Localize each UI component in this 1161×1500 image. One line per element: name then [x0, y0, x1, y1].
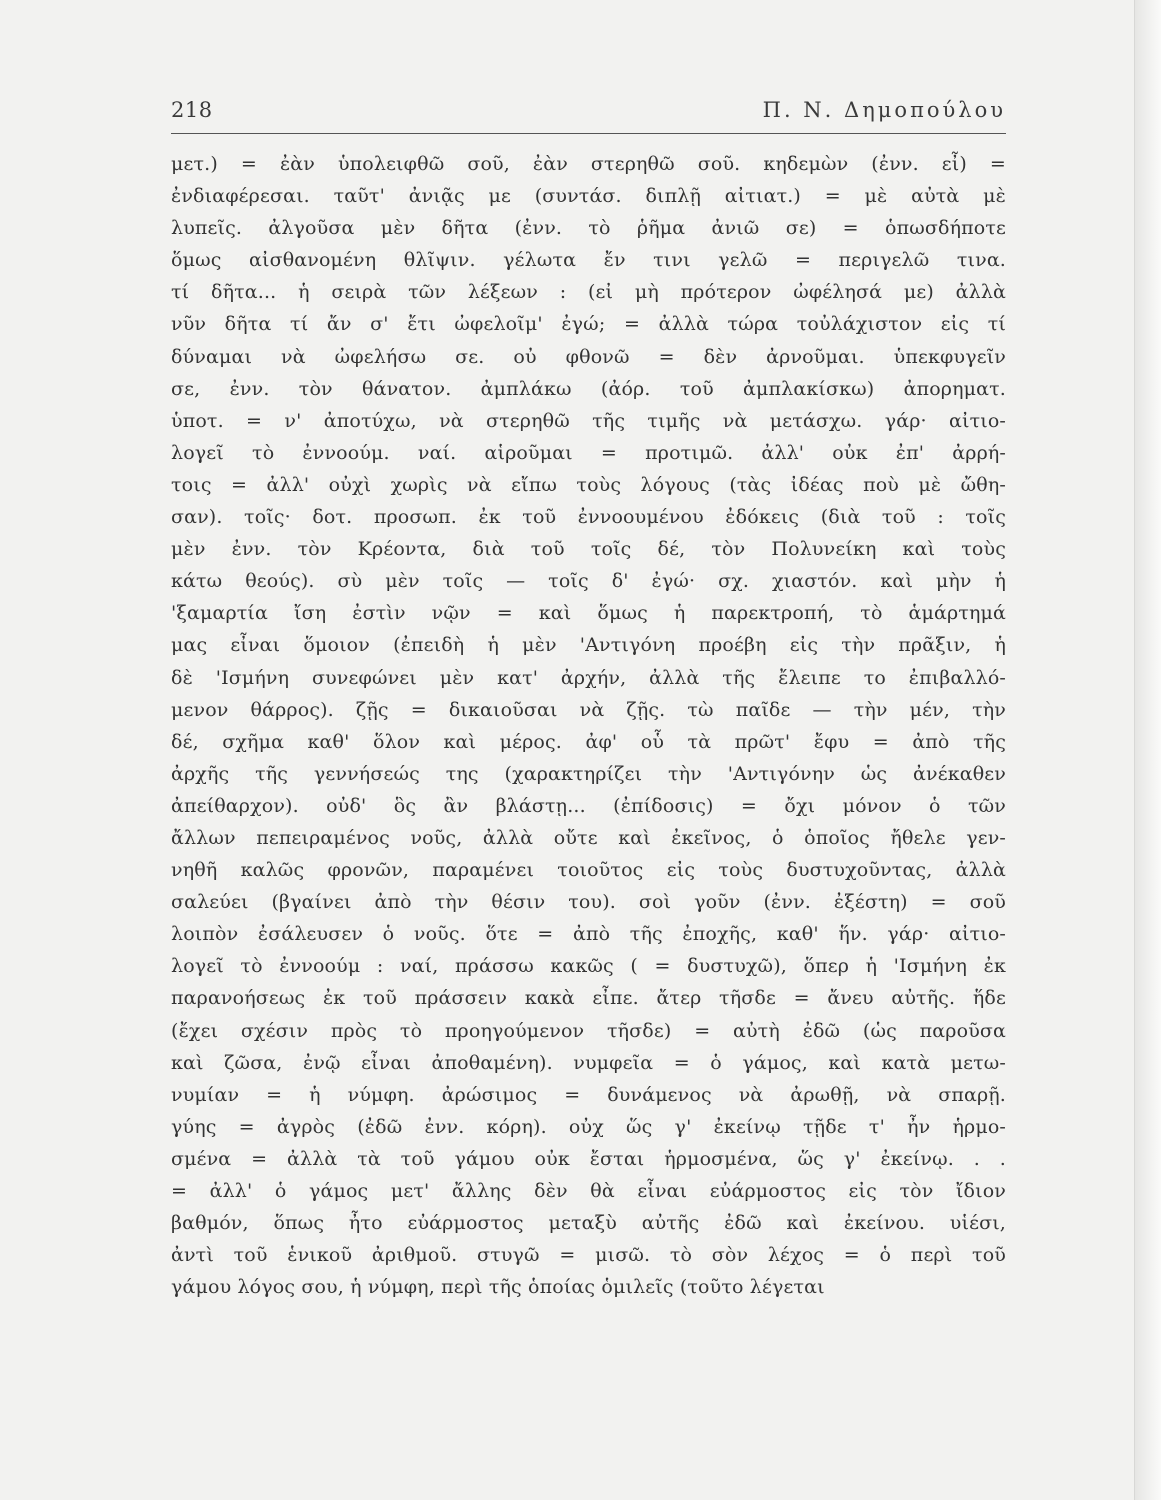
text-line: λυπεῖς. ἀλγοῦσα μὲν δῆτα (ἐνν. τὸ ῥῆμα ἀνιῶ σε) = ὁπωσδήποτε: [171, 217, 1006, 240]
running-head: Π. Ν. Δημοπούλου: [762, 98, 1006, 122]
text-line: = ἀλλ' ὁ γάμος μετ' ἄλλης δὲν θὰ εἶναι εὐάρμοστος εἰς τὸν ἴδιον: [171, 1180, 1006, 1202]
text-line: ἄλλων πεπειραμένος νοῦς, ἀλλὰ οὔτε καὶ ἐκεῖνος, ὁ ὁποῖος ἤθελε γεν-: [171, 826, 1006, 849]
text-line: σαλεύει (βγαίνει ἀπὸ τὴν θέσιν του). σοὶ γοῦν (ἐνν. ἐξέστη) = σοῦ: [171, 891, 1006, 914]
text-line: ἀντὶ τοῦ ἑνικοῦ ἀριθμοῦ. στυγῶ = μισῶ. τὸ σὸν λέχος = ὁ περὶ τοῦ: [171, 1244, 1006, 1267]
text-line: κάτω θεούς). σὺ μὲν τοῖς — τοῖς δ' ἐγώ· σχ. χιαστόν. καὶ μὴν ἡ: [171, 570, 1006, 593]
body-text: [171, 148, 1006, 1303]
text-line: λοιπὸν ἐσάλευσεν ὁ νοῦς. ὅτε = ἀπὸ τῆς ἐποχῆς, καθ' ἥν. γάρ· αἰτιο-: [171, 923, 1006, 946]
text-line: γάμου λόγος σου, ἡ νύμφη, περὶ τῆς ὁποίας ὁμιλεῖς (τοῦτο λέγεται: [171, 1276, 825, 1299]
text-line: ἐνδιαφέρεσαι. ταῦτ' ἀνιᾷς με (συντάσ. διπλῇ αἰτιατ.) = μὲ αὐτὰ μὲ: [171, 185, 1006, 208]
text-line: δύναμαι νὰ ὠφελήσω σε. οὐ φθονῶ = δὲν ἀρνοῦμαι. ὑπεκφυγεῖν: [171, 345, 1006, 368]
text-line: νηθῆ καλῶς φρονῶν, παραμένει τοιοῦτος εἰς τοὺς δυστυχοῦντας, ἀλλὰ: [171, 859, 1006, 882]
text-line: καὶ ζῶσα, ἐνῷ εἶναι ἀποθαμένη). νυμφεῖα = ὁ γάμος, καὶ κατὰ μετω-: [171, 1051, 1006, 1074]
text-line: παρανοήσεως ἐκ τοῦ πράσσειν κακὰ εἶπε. ἄτερ τῆσδε = ἄνευ αὐτῆς. ἥδε: [171, 987, 1006, 1010]
text-line: τί δῆτα... ἡ σειρὰ τῶν λέξεων : (εἰ μὴ πρότερον ὠφέλησά με) ἀλλὰ: [171, 281, 1006, 304]
text-line: ἀπείθαρχον). οὐδ' ὃς ἂν βλάστῃ... (ἐπίδοσις) = ὄχι μόνον ὁ τῶν: [171, 794, 1006, 817]
text-line: μας εἶναι ὅμοιον (ἐπειδὴ ἡ μὲν 'Αντιγόνη προέβη εἰς τὴν πρᾶξιν, ἡ: [171, 634, 1006, 657]
text-line: νῦν δῆτα τί ἄν σ' ἔτι ὠφελοῖμ' ἐγώ; = ἀλλὰ τώρα τοὐλάχιστον εἰς τί: [171, 313, 1006, 336]
text-line: 'ξαμαρτία ἴση ἐστὶν νῷν = καὶ ὅμως ἡ παρεκτροπή, τὸ ἁμάρτημά: [171, 602, 1006, 625]
header-rule: [171, 133, 1006, 134]
text-line: λογεῖ τὸ ἐννοούμ : ναί, πράσσω κακῶς ( = δυστυχῶ), ὅπερ ἡ 'Ισμήνη ἐκ: [171, 955, 1006, 978]
text-line: νυμίαν = ἡ νύμφη. ἀρώσιμος = δυνάμενος νὰ ἀρωθῇ, νὰ σπαρῇ.: [171, 1083, 1006, 1106]
text-line: βαθμόν, ὅπως ἦτο εὐάρμοστος μεταξὺ αὐτῆς ἐδῶ καὶ ἐκείνου. υἱέσι,: [171, 1212, 1006, 1235]
text-line: μὲν ἐνν. τὸν Κρέοντα, διὰ τοῦ τοῖς δέ, τὸν Πολυνείκη καὶ τοὺς: [171, 538, 1006, 561]
text-line: ἀρχῆς τῆς γεννήσεώς της (χαρακτηρίζει τὴν 'Αντιγόνην ὡς ἀνέκαθεν: [171, 762, 1006, 785]
text-line: σε, ἐνν. τὸν θάνατον. ἀμπλάκω (ἀόρ. τοῦ ἀμπλακίσκω) ἀπορηματ.: [171, 377, 1006, 400]
text-line: σαν). τοῖς· δοτ. προσωπ. ἐκ τοῦ ἐννοουμένου ἐδόκεις (διὰ τοῦ : τοῖς: [171, 506, 1006, 529]
text-line: ὅμως αἰσθανομένη θλῖψιν. γέλωτα ἔν τινι γελῶ = περιγελῶ τινα.: [171, 249, 1006, 272]
text-line: τοις = ἀλλ' οὐχὶ χωρὶς νὰ εἴπω τοὺς λόγους (τὰς ἰδέας ποὺ μὲ ὤθη-: [171, 473, 1006, 496]
page-edge-shadow: [1134, 0, 1161, 1500]
text-line: σμένα = ἀλλὰ τὰ τοῦ γάμου οὐκ ἔσται ἡρμοσμένα, ὥς γ' ἐκείνῳ. . .: [171, 1147, 1006, 1170]
page-header: [171, 98, 1006, 132]
text-line: ὑποτ. = ν' ἀποτύχω, νὰ στερηθῶ τῆς τιμῆς νὰ μετάσχω. γάρ· αἰτιο-: [171, 409, 1006, 432]
text-line: μενον θάρρος). ζῇς = δικαιοῦσαι νὰ ζῇς. τὼ παῖδε — τὴν μέν, τὴν: [171, 698, 1006, 721]
page-number: 218: [171, 98, 213, 122]
text-line: μετ.) = ἐὰν ὑπολειφθῶ σοῦ, ἐὰν στερηθῶ σοῦ. κηδεμὼν (ἐνν. εἶ) =: [171, 153, 1006, 175]
text-line: (ἔχει σχέσιν πρὸς τὸ προηγούμενον τῆσδε) = αὐτὴ ἐδῶ (ὡς παροῦσα: [171, 1019, 1006, 1042]
text-line: δέ, σχῆμα καθ' ὅλον καὶ μέρος. ἀφ' οὗ τὰ πρῶτ' ἔφυ = ἀπὸ τῆς: [171, 730, 1006, 753]
text-line: δὲ 'Ισμήνη συνεφώνει μὲν κατ' ἀρχήν, ἀλλὰ τῆς ἔλειπε το ἐπιβαλλό-: [171, 666, 1006, 689]
text-line: γύης = ἀγρὸς (ἐδῶ ἐνν. κόρη). οὐχ ὥς γ' ἐκείνῳ τῇδε τ' ἦν ἡρμο-: [171, 1115, 1006, 1138]
text-line: λογεῖ τὸ ἐννοούμ. ναί. αἱροῦμαι = προτιμῶ. ἀλλ' οὐκ ἐπ' ἀρρή-: [171, 441, 1006, 464]
